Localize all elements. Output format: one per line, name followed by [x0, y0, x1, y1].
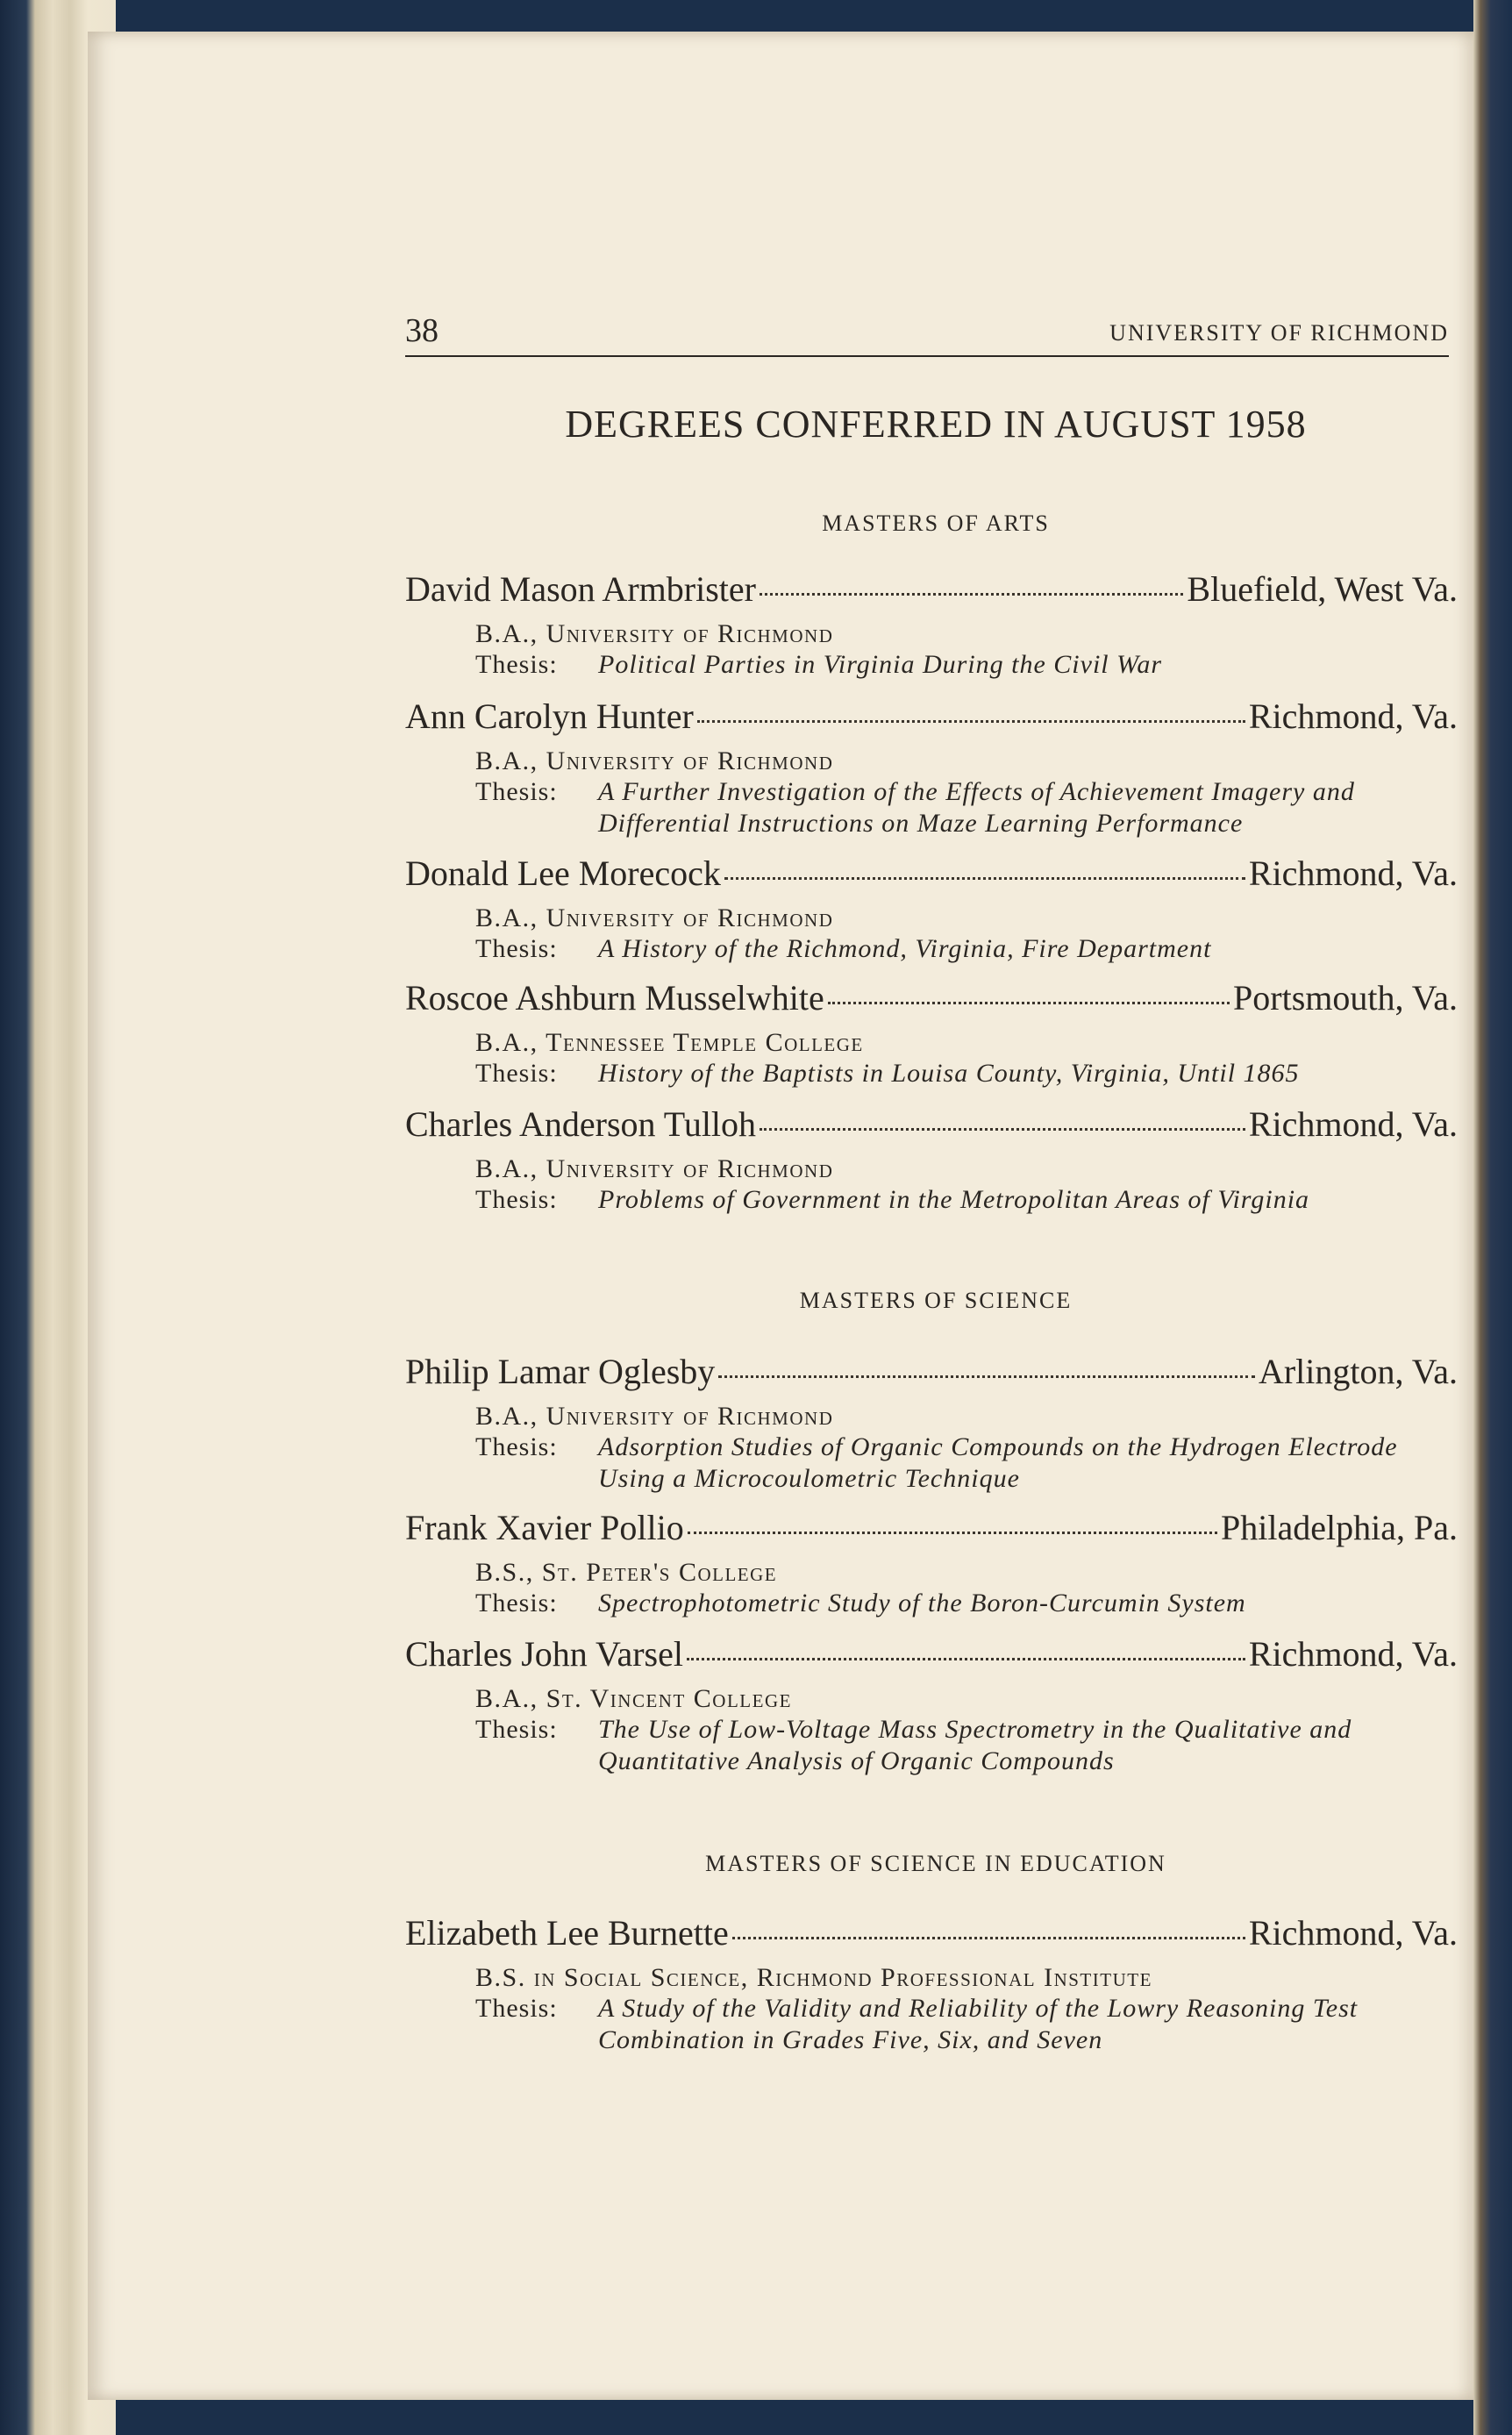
- dot-leader: [760, 593, 1183, 596]
- name-line: [405, 1103, 1458, 1147]
- name-line: [405, 853, 1458, 896]
- graduate-name: Roscoe Ashburn Musselwhite: [405, 978, 824, 1018]
- thesis-title: A Study of the Validity and Reliability of the Lowry Reasoning Test Combination in Grades Five, Six, and Seven: [598, 1994, 1359, 2054]
- dot-leader: [760, 1128, 1245, 1131]
- running-title: UNIVERSITY OF RICHMOND: [1109, 320, 1449, 346]
- name-line: [405, 568, 1458, 612]
- thesis: [475, 1714, 1458, 1777]
- degree-entry: [405, 696, 1458, 839]
- name-line: [405, 1507, 1458, 1551]
- hometown: Richmond, Va.: [1248, 853, 1458, 893]
- graduate-name: Philip Lamar Oglesby: [405, 1352, 716, 1391]
- name-line: [405, 977, 1458, 1021]
- hometown: Richmond, Va.: [1248, 696, 1458, 736]
- thesis-label: Thesis:: [475, 1715, 558, 1744]
- thesis-title: The Use of Low-Voltage Mass Spectrometry in the Qualitative and Quantitative Analysis of Organic Compounds: [598, 1715, 1352, 1775]
- thesis-label: Thesis:: [475, 1059, 558, 1088]
- thesis-label: Thesis:: [475, 777, 558, 806]
- hometown: Richmond, Va.: [1248, 1104, 1458, 1144]
- degree-entry: [405, 568, 1458, 681]
- thesis-label: Thesis:: [475, 934, 558, 963]
- thesis: [475, 1058, 1458, 1089]
- dot-leader: [828, 1002, 1230, 1004]
- hometown: Philadelphia, Pa.: [1221, 1508, 1458, 1547]
- thesis: [475, 776, 1458, 839]
- prior-degree: B.A., University of Richmond: [475, 1402, 834, 1431]
- name-line: [405, 1351, 1458, 1395]
- hometown: Bluefield, West Va.: [1187, 569, 1458, 609]
- running-header: [405, 311, 1449, 357]
- thesis-label: Thesis:: [475, 1994, 558, 2023]
- dot-leader: [688, 1532, 1217, 1534]
- thesis-title: Spectrophotometric Study of the Boron-Curcumin System: [598, 1589, 1246, 1617]
- graduate-name: David Mason Armbrister: [405, 569, 756, 609]
- graduate-name: Frank Xavier Pollio: [405, 1508, 684, 1547]
- thesis: [475, 933, 1458, 965]
- thesis: [475, 1993, 1458, 2056]
- degree-entry: [405, 977, 1458, 1089]
- prior-degree: B.A., University of Richmond: [475, 619, 834, 648]
- prior-degree: B.A., University of Richmond: [475, 1154, 834, 1183]
- degree-entry: [405, 1507, 1458, 1619]
- graduate-name: Donald Lee Morecock: [405, 853, 721, 893]
- dot-leader: [732, 1937, 1245, 1939]
- section-heading-masters-of-science: MASTERS OF SCIENCE: [799, 1288, 1073, 1313]
- hometown: Arlington, Va.: [1258, 1352, 1458, 1391]
- degree-entry: [405, 853, 1458, 965]
- section-heading-masters-of-arts: MASTERS OF ARTS: [822, 511, 1050, 536]
- hometown: Portsmouth, Va.: [1233, 978, 1458, 1018]
- dot-leader: [697, 720, 1245, 723]
- prior-degree: B.A., Tennessee Temple College: [475, 1028, 864, 1057]
- degree-entry: [405, 1351, 1458, 1495]
- degree-entry: [405, 1103, 1458, 1216]
- dot-leader: [724, 877, 1245, 880]
- thesis-title: Problems of Government in the Metropolitan Areas of Virginia: [598, 1185, 1310, 1214]
- graduate-name: Elizabeth Lee Burnette: [405, 1913, 729, 1953]
- name-line: [405, 696, 1458, 739]
- prior-degree: B.A., University of Richmond: [475, 903, 834, 932]
- prior-degree: B.S., St. Peter's College: [475, 1558, 778, 1587]
- name-line: [405, 1633, 1458, 1677]
- graduate-name: Charles Anderson Tulloh: [405, 1104, 757, 1144]
- dot-leader: [687, 1658, 1245, 1660]
- page-title: DEGREES CONFERRED IN AUGUST 1958: [565, 403, 1307, 446]
- thesis-title: Adsorption Studies of Organic Compounds on the Hydrogen Electrode Using a Microcoulometric Technique: [598, 1432, 1398, 1493]
- degree-entry: [405, 1912, 1458, 2056]
- prior-degree: B.A., University of Richmond: [475, 746, 834, 775]
- prior-degree: B.S. in Social Science, Richmond Professional Institute: [475, 1963, 1152, 1992]
- thesis-title: History of the Baptists in Louisa County, Virginia, Until 1865: [598, 1059, 1300, 1088]
- thesis-label: Thesis:: [475, 650, 558, 679]
- section-heading-masters-of-science-in-education: MASTERS OF SCIENCE IN EDUCATION: [705, 1851, 1166, 1876]
- thesis-label: Thesis:: [475, 1589, 558, 1617]
- thesis: [475, 1432, 1458, 1495]
- dot-leader: [718, 1375, 1255, 1378]
- page-number: 38: [405, 312, 439, 349]
- hometown: Richmond, Va.: [1248, 1913, 1458, 1953]
- thesis-title: A Further Investigation of the Effects of Achievement Imagery and Differential Instructions on Maze Learning Performance: [598, 777, 1355, 838]
- hometown: Richmond, Va.: [1248, 1634, 1458, 1674]
- thesis-label: Thesis:: [475, 1185, 558, 1214]
- book-cover-edge: [1473, 0, 1512, 2435]
- degree-entry: [405, 1633, 1458, 1777]
- thesis-title: A History of the Richmond, Virginia, Fire Department: [598, 934, 1212, 963]
- graduate-name: Charles John Varsel: [405, 1634, 683, 1674]
- thesis-label: Thesis:: [475, 1432, 558, 1461]
- graduate-name: Ann Carolyn Hunter: [405, 696, 694, 736]
- thesis: [475, 1588, 1458, 1619]
- thesis: [475, 649, 1458, 681]
- prior-degree: B.A., St. Vincent College: [475, 1684, 792, 1713]
- thesis: [475, 1184, 1458, 1216]
- name-line: [405, 1912, 1458, 1956]
- thesis-title: Political Parties in Virginia During the Civil War: [598, 650, 1163, 679]
